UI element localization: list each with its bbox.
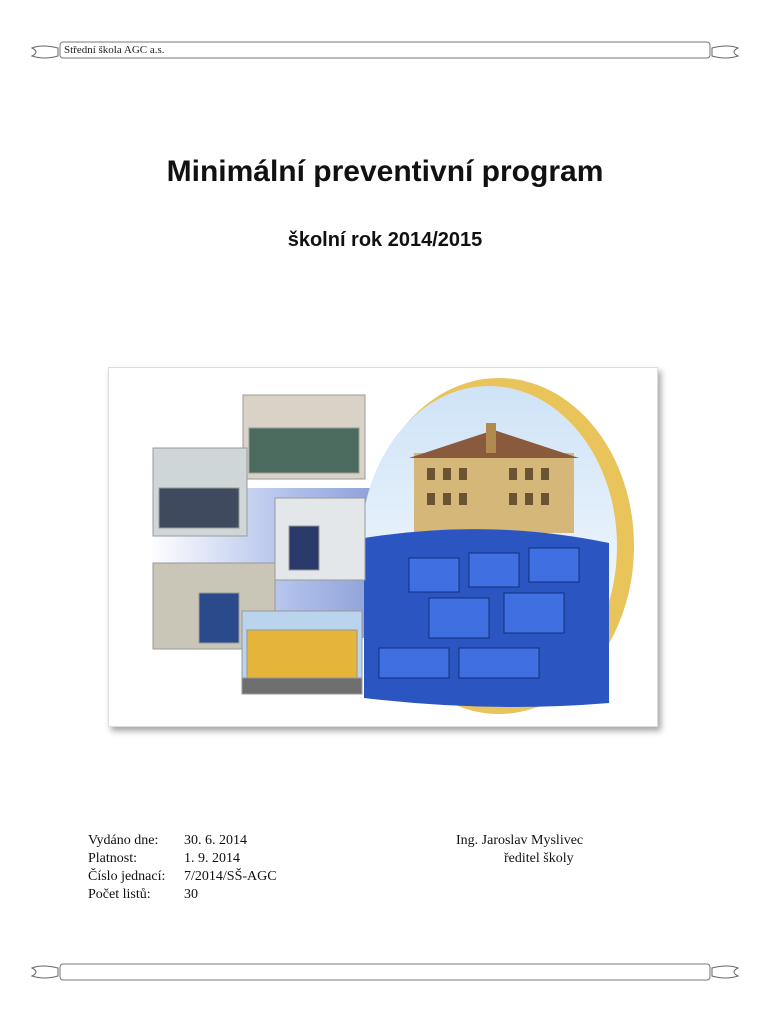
ref-value: 7/2014/SŠ-AGC bbox=[184, 869, 277, 884]
signatory-name: Ing. Jaroslav Myslivec bbox=[456, 833, 584, 848]
meta-ref bbox=[88, 868, 277, 886]
sheets-label: Počet listů: bbox=[88, 887, 151, 902]
header-school-name: Střední škola AGC a.s. bbox=[64, 44, 165, 56]
signature-block bbox=[456, 832, 583, 868]
signatory-role: ředitel školy bbox=[504, 851, 574, 866]
issued-label: Vydáno dne: bbox=[88, 833, 159, 848]
meta-valid bbox=[88, 850, 277, 868]
sheets-value: 30 bbox=[184, 887, 198, 902]
ref-label: Číslo jednací: bbox=[88, 869, 166, 884]
meta-issued bbox=[88, 832, 277, 850]
footer-banner bbox=[30, 960, 740, 984]
document-metadata bbox=[88, 832, 277, 904]
issued-value: 30. 6. 2014 bbox=[184, 833, 247, 848]
meta-sheets bbox=[88, 886, 277, 904]
school-photo-collage bbox=[108, 367, 658, 727]
valid-value: 1. 9. 2014 bbox=[184, 851, 240, 866]
document-subtitle: školní rok 2014/2015 bbox=[287, 229, 483, 251]
valid-label: Platnost: bbox=[88, 851, 138, 866]
document-title: Minimální preventivní program bbox=[166, 155, 604, 188]
scroll-ornament-icon bbox=[30, 960, 740, 984]
